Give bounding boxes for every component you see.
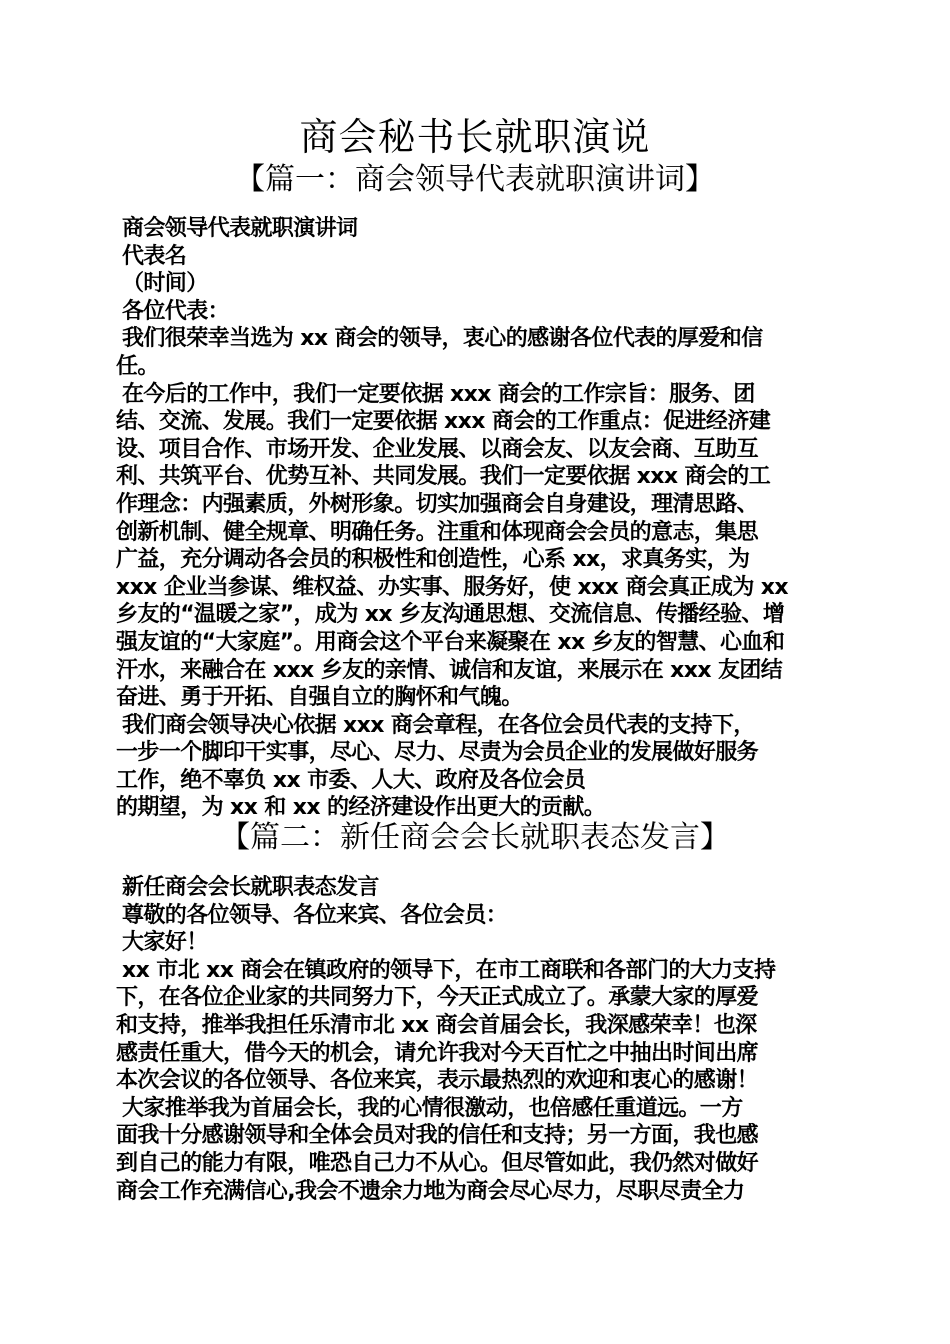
document-title: 商会秘书长就职演说 [299, 115, 651, 159]
section1-line-16: 强友谊的“大家庭”。用商会这个平台来凝聚在 xx 乡友的智慧、心血和 [116, 629, 785, 655]
section1-line-8: 结、交流、发展。我们一定要依据 xxx 商会的工作重点：促进经济建 [116, 409, 771, 435]
section1-heading: 【篇一：商会领导代表就职演讲词】 [235, 162, 715, 197]
section1-line-21: 工作，绝不辜负 xx 市委、人大、政府及各位会员 [116, 767, 586, 793]
section1-line-13: 广益，充分调动各会员的积极性和创造性，心系 xx，求真务实，为 [116, 547, 750, 573]
section1-line-11: 作理念：内强素质，外树形象。切实加强商会自身建设，理清思路、 [116, 491, 759, 517]
section1-line-7: 在今后的工作中，我们一定要依据 xxx 商会的工作宗旨：服务、团 [122, 381, 755, 407]
section1-line-19: 我们商会领导决心依据 xxx 商会章程，在各位会员代表的支持下， [122, 712, 755, 738]
section1-line-17: 汗水，来融合在 xxx 乡友的亲情、诚信和友谊，来展示在 xxx 友团结 [116, 657, 783, 683]
section1-line-14: xxx 企业当参谋、维权益、办实事、服务好，使 xxx 商会真正成为 xx [116, 574, 788, 600]
section2-line-6: 和支持，推举我担任乐清市北 xx 商会首届会长，我深感荣幸！也深 [116, 1012, 757, 1038]
section2-line-4: xx 市北 xx 商会在镇政府的领导下，在市工商联和各部门的大力支持 [122, 957, 776, 983]
section2-line-1: 新任商会会长就职表态发言 [122, 875, 379, 900]
section1-line-6: 任。 [116, 353, 159, 379]
section2-body [116, 874, 840, 1205]
section2-line-5: 下，在各位企业家的共同努力下，今天正式成立了。承蒙大家的厚爱 [116, 985, 759, 1011]
section2-line-7: 感责任重大，借今天的机会，请允许我对今天百忙之中抽出时间出席 [116, 1040, 759, 1066]
section2-line-2: 尊敬的各位领导、各位来宾、各位会员： [122, 902, 508, 928]
section2-line-11: 到自己的能力有限，唯恐自己力不从心。但尽管如此，我仍然对做好 [116, 1150, 759, 1176]
section1-line-20: 一步一个脚印干实事，尽心、尽力、尽责为会员企业的发展做好服务 [116, 740, 759, 766]
section2-line-3: 大家好！ [122, 930, 208, 956]
section1-line-4: 各位代表： [122, 298, 230, 324]
section1-line-2: 代表名 [122, 243, 187, 269]
section1-body [116, 215, 840, 822]
section2-line-12: 商会工作充满信心,我会不遗余力地为商会尽心尽力，尽职尽责全力 [116, 1178, 745, 1204]
section2-line-10: 面我十分感谢领导和全体会员对我的信任和支持；另一方面，我也感 [116, 1123, 759, 1149]
section1-line-5: 我们很荣幸当选为 xx 商会的领导，衷心的感谢各位代表的厚爱和信 [122, 326, 763, 352]
section2-heading: 【篇二：新任商会会长就职表态发言】 [220, 820, 730, 855]
section1-line-1: 商会领导代表就职演讲词 [122, 216, 358, 241]
section1-line-10: 利、共筑平台、优势互补、共同发展。我们一定要依据 xxx 商会的工 [116, 464, 771, 490]
section2-line-9: 大家推举我为首届会长，我的心情很激动，也倍感任重道远。一方 [122, 1095, 743, 1121]
section1-line-18: 奋进、勇于开拓、自强自立的胸怀和气魄。 [116, 685, 523, 711]
section1-line-9: 设、项目合作、市场开发、企业发展、以商会友、以友会商、互助互 [116, 436, 759, 462]
section1-line-22: 的期望，为 xx 和 xx 的经济建设作出更大的贡献。 [116, 795, 606, 821]
section2-line-8: 本次会议的各位领导、各位来宾，表示最热烈的欢迎和衷心的感谢！ [116, 1068, 759, 1094]
section1-line-15: 乡友的“温暖之家”，成为 xx 乡友沟通思想、交流信息、传播经验、增 [116, 602, 785, 628]
section1-line-3: （时间） [122, 271, 208, 297]
section1-line-12: 创新机制、健全规章、明确任务。注重和体现商会会员的意志，集思 [116, 519, 759, 545]
